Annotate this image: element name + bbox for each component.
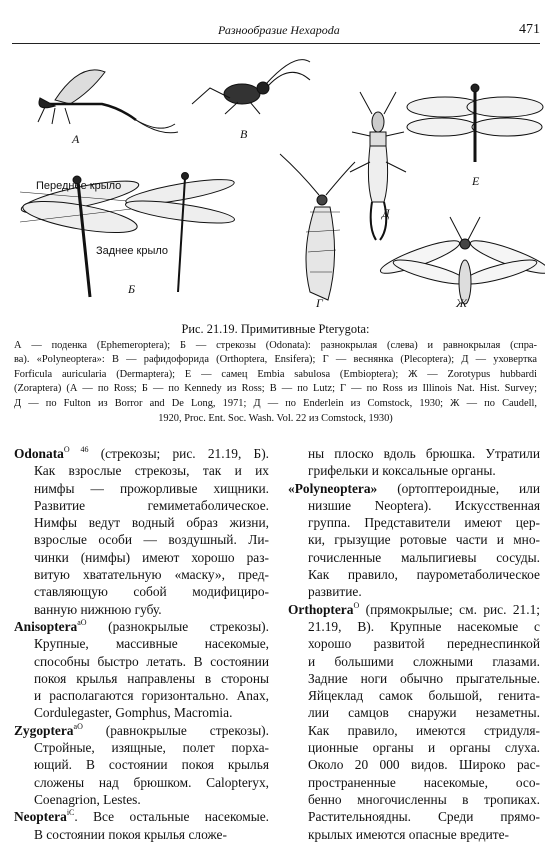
caption-line: Forficula auricularia (Dermaptera); Е — самец Embia sabulosa (Embioptera); Ж — Zorotypus hubbardi bbox=[14, 368, 537, 380]
text-line: сложены над брюшком. Calopteryx, bbox=[34, 774, 269, 790]
text-line: грифельки и коксальные органы. bbox=[308, 463, 496, 479]
caption-line: Д — по Fulton из Borror and De Long, 1971; Д — по Enderlein из Comstock, 1930; Ж — по Caudell, bbox=[14, 397, 537, 409]
fig-label-zh: Ж bbox=[456, 296, 467, 310]
term-text: (стрекозы; рис. 21.19, Б). bbox=[88, 446, 269, 461]
text-line: крылых имеются опасные вредите- bbox=[308, 826, 510, 842]
text-line: ционные органы и органы слуха. bbox=[308, 740, 540, 756]
caption-line: 1920, Proc. Ent. Soc. Wash. Vol. 22 из Comstock, 1930) bbox=[158, 412, 393, 424]
text-line: ки, грызущие ротовые части и мно- bbox=[308, 532, 540, 548]
text-line: В состоянии покоя крылья сложе- bbox=[34, 826, 227, 842]
text-line bbox=[14, 722, 269, 739]
caption-line: А — поденка (Ephemeroptera); Б — стрекозы (Odonata): разнокрылая (слева) и равнокрылая (спра- bbox=[14, 339, 537, 351]
text-line: Крупные, массивные насекомые, bbox=[34, 636, 269, 652]
text-line: Яйцеклад самок большой, генита- bbox=[308, 688, 540, 704]
header-rule bbox=[12, 43, 540, 44]
text-line: Как взрослые стрекозы, так и их bbox=[34, 463, 269, 479]
text-line: Задние ноги обычно прыгательные. bbox=[308, 670, 540, 686]
taxon-rank-mark: O bbox=[353, 600, 360, 610]
text-line: Около 20 000 видов. Широко рас- bbox=[308, 757, 540, 773]
term-text: (разнокрылые стрекозы). bbox=[86, 618, 269, 634]
text-line bbox=[288, 601, 540, 618]
taxon-term: Anisoptera bbox=[14, 618, 78, 634]
taxon-rank-mark: аO bbox=[73, 721, 83, 731]
taxon-rank-mark: iC bbox=[66, 808, 75, 818]
fig-label-a: А bbox=[72, 132, 80, 146]
text-line: нимфы — прожорливые хищники. bbox=[34, 480, 269, 496]
term-text: (прямокрылые; см. рис. 21.1; bbox=[359, 601, 540, 617]
text-line: витую хватательную «маску», пред- bbox=[34, 567, 269, 583]
taxon-term: Neoptera bbox=[14, 809, 67, 825]
text-line: лии самцов снаружи незаметны. bbox=[308, 705, 540, 721]
taxon-term: Zygoptera bbox=[14, 722, 74, 738]
text-line: гочисленные мальпигиевы сосуды. bbox=[308, 549, 540, 565]
text-line: низшие Neoptera). Искусственная bbox=[308, 497, 540, 513]
text-line: ванную нижнюю губу. bbox=[34, 601, 162, 617]
caption-title: Рис. 21.19. Примитивные Pterygota: bbox=[181, 322, 370, 336]
text-line bbox=[14, 618, 269, 635]
text-line: покоя крылья направлены в стороны bbox=[34, 670, 269, 686]
text-line: и большими сложными глазами. bbox=[308, 653, 540, 669]
taxon-rank-mark: аO bbox=[77, 617, 87, 627]
text-line: ставляющую собой модифициро- bbox=[34, 584, 269, 600]
term-text: . Все остальные насекомые. bbox=[74, 809, 269, 825]
text-line: Нимфы ведут водный образ жизни, bbox=[34, 515, 269, 531]
zorotypus-drawing bbox=[378, 217, 545, 304]
text-line bbox=[14, 808, 269, 825]
text-line: хорошо развитой переднеспинкой bbox=[308, 636, 540, 652]
right-column bbox=[288, 445, 540, 843]
taxon-rank-mark: O 46 bbox=[63, 445, 89, 454]
text-line: Coenagrion, Lestes. bbox=[34, 791, 141, 807]
text-line: Cordulegaster, Gomphus, Macromia. bbox=[34, 705, 233, 721]
term-text: (равнокрылые стрекозы). bbox=[82, 722, 269, 738]
running-title: Разнообразие Hexapoda bbox=[218, 23, 340, 37]
text-line: Как правило, паурометаболическое bbox=[308, 567, 540, 583]
text-line: ны плоско вдоль брюшка. Утратили bbox=[308, 446, 540, 461]
caption-line: (Zoraptera) (А — по Ross; Б — по Kennedy из Ross; В — по Lutz; Г — по Ross из Illinois Nat. Hist. Survey; bbox=[14, 383, 537, 395]
figure-caption bbox=[14, 322, 537, 426]
page-number: 471 bbox=[519, 22, 540, 37]
text-line bbox=[288, 480, 540, 497]
earwig-drawing bbox=[350, 92, 406, 240]
fig-label-v: В bbox=[240, 127, 248, 141]
left-column bbox=[14, 445, 269, 843]
rhaphidophorid-drawing bbox=[192, 60, 310, 114]
text-line bbox=[14, 445, 269, 462]
term-text: (ортоптероидные, или bbox=[377, 480, 540, 496]
caption-line: ва). «Polyneoptera»: В — рафидофорида (Orthoptera, Ensifera); Г — веснянка (Plecoptera); Д — уховертка bbox=[14, 354, 537, 366]
text-line: Развитие гемиметаболическое. bbox=[34, 497, 269, 513]
fig-label-g: Г bbox=[316, 296, 323, 310]
zygoptera-drawing bbox=[124, 173, 235, 293]
fig-label-b: Б bbox=[128, 282, 136, 296]
forewing-label: Переднее крыло bbox=[36, 180, 122, 192]
text-line: развитие. bbox=[308, 584, 362, 600]
taxon-term: Odonata bbox=[14, 446, 64, 461]
text-line: бенно многочисленны в тропиках. bbox=[308, 791, 540, 807]
fig-label-e: Е bbox=[472, 174, 480, 188]
text-line: и располагаются горизонтально. Anax, bbox=[34, 688, 269, 704]
mayfly-drawing bbox=[38, 70, 178, 133]
embia-drawing bbox=[407, 84, 543, 162]
taxon-term: «Polyneoptera» bbox=[288, 480, 378, 496]
anisoptera-drawing bbox=[19, 175, 141, 297]
fig-label-d: Д bbox=[382, 206, 390, 220]
text-line: пространенные насекомые, осо- bbox=[308, 774, 540, 790]
stonefly-drawing bbox=[280, 154, 355, 300]
text-line: способны быстро летать. В состоянии bbox=[34, 653, 269, 669]
taxon-term: Orthoptera bbox=[288, 601, 354, 617]
text-line: группа. Представители имеют цер- bbox=[308, 515, 540, 531]
text-line: Растительноядны. Среди прямо- bbox=[308, 809, 540, 825]
running-header bbox=[12, 20, 540, 46]
text-line: Стройные, изящные, полет порха- bbox=[34, 740, 269, 756]
text-line: взрослые особи — воздушный. Ли- bbox=[34, 532, 269, 548]
text-line: ющий. В состоянии покоя крылья bbox=[34, 757, 269, 773]
text-line: чинки (нимфы) имеют хорошо раз- bbox=[34, 549, 269, 565]
hindwing-label: Заднее крыло bbox=[96, 245, 169, 257]
text-line: 21.19, В). Крупные насекомые с bbox=[308, 618, 540, 634]
insect-figure bbox=[10, 52, 545, 322]
text-line: Как правило, имеются стридуля- bbox=[308, 722, 540, 738]
